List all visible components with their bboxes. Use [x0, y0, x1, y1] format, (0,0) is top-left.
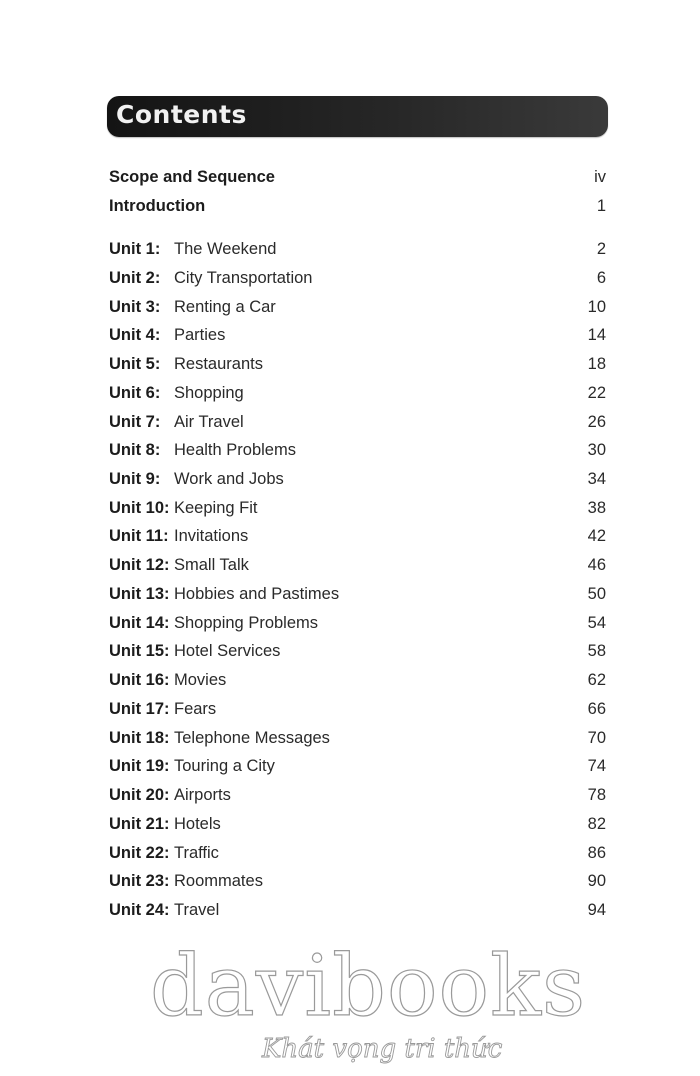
unit-label: Unit 13:: [109, 585, 170, 603]
toc-page-number: 38: [587, 499, 606, 517]
unit-title: City Transportation: [174, 269, 313, 287]
unit-title: Hotel Services: [174, 642, 281, 660]
toc-page-number: 30: [587, 441, 606, 459]
unit-title: Shopping: [174, 384, 244, 402]
toc-entry-label: Introduction: [109, 197, 206, 215]
toc-page-number: 10: [587, 298, 606, 316]
toc-entry-unit-6[interactable]: [109, 382, 606, 404]
toc-page-number: 54: [587, 614, 606, 632]
toc-page-number: 66: [587, 700, 606, 718]
unit-label: Unit 9:: [109, 470, 161, 488]
toc-page-number: iv: [594, 168, 606, 186]
toc-entry-introduction[interactable]: [109, 195, 606, 217]
unit-title: Hotels: [174, 815, 221, 833]
unit-label: Unit 11:: [109, 527, 169, 545]
toc-entry-unit-9[interactable]: [109, 468, 606, 490]
toc-page-number: 26: [587, 413, 606, 431]
toc-page-number: 82: [587, 815, 606, 833]
toc-page-number: 18: [587, 355, 606, 373]
toc-page-number: 94: [587, 901, 606, 919]
toc-page-number: 46: [587, 556, 606, 574]
toc-entry-label: Scope and Sequence: [109, 168, 275, 186]
toc-entry-unit-23[interactable]: [109, 870, 606, 892]
toc-entry-unit-5[interactable]: [109, 353, 606, 375]
unit-label: Unit 23:: [109, 872, 170, 890]
unit-title: Health Problems: [174, 441, 296, 459]
unit-label: Unit 5:: [109, 355, 161, 373]
unit-label: Unit 8:: [109, 441, 161, 459]
toc-entry-unit-12[interactable]: [109, 554, 606, 576]
unit-label: Unit 15:: [109, 642, 170, 660]
unit-label: Unit 6:: [109, 384, 161, 402]
unit-label: Unit 1:: [109, 240, 161, 258]
unit-title: Hobbies and Pastimes: [174, 585, 340, 603]
toc-page-number: 86: [587, 844, 606, 862]
toc-entry-unit-18[interactable]: [109, 727, 606, 749]
unit-title: Keeping Fit: [174, 499, 258, 517]
toc-page-number: 78: [587, 786, 606, 804]
toc-page-number: 6: [596, 269, 606, 287]
toc-entry-unit-19[interactable]: [109, 755, 606, 777]
unit-title: Air Travel: [174, 413, 244, 431]
toc-entry-unit-11[interactable]: [109, 525, 606, 547]
toc-entry-unit-22[interactable]: [109, 842, 606, 864]
unit-label: Unit 16:: [109, 671, 170, 689]
unit-label: Unit 21:: [109, 815, 170, 833]
unit-title: Shopping Problems: [174, 614, 319, 632]
unit-title: Touring a City: [174, 757, 275, 775]
unit-title: Movies: [174, 671, 227, 689]
unit-title: Work and Jobs: [174, 470, 284, 488]
unit-title: Traffic: [174, 844, 219, 862]
unit-title: Roommates: [174, 872, 263, 890]
toc-entry-unit-10[interactable]: [109, 497, 606, 519]
unit-label: Unit 22:: [109, 844, 170, 862]
toc-page-number: 74: [587, 757, 606, 775]
toc-entry-unit-17[interactable]: [109, 698, 606, 720]
unit-title: Telephone Messages: [174, 729, 330, 747]
unit-title: Small Talk: [174, 556, 249, 574]
toc-entry-unit-2[interactable]: [109, 267, 606, 289]
toc-entry-unit-7[interactable]: [109, 411, 606, 433]
toc-page-number: 2: [596, 240, 606, 258]
unit-title: Renting a Car: [174, 298, 276, 316]
contents-header-bar: [107, 96, 608, 137]
toc-page-number: 1: [596, 197, 606, 215]
unit-label: Unit 14:: [109, 614, 170, 632]
watermark-slogan: Khát vọng tri thức: [262, 1034, 503, 1064]
toc-page-number: 90: [587, 872, 606, 890]
toc-entry-unit-3[interactable]: [109, 296, 606, 318]
unit-title: Airports: [174, 786, 231, 804]
toc-page-number: 58: [587, 642, 606, 660]
toc-page-number: 42: [587, 527, 606, 545]
toc-entry-unit-24[interactable]: [109, 899, 606, 921]
toc-page-number: 22: [587, 384, 606, 402]
toc-entry-unit-1[interactable]: [109, 238, 606, 260]
toc-entry-unit-16[interactable]: [109, 669, 606, 691]
unit-label: Unit 3:: [109, 298, 161, 316]
page-title: Contents: [116, 100, 247, 129]
toc-page-number: 70: [587, 729, 606, 747]
toc-entry-unit-8[interactable]: [109, 439, 606, 461]
toc-entry-scope-and-sequence[interactable]: [109, 166, 606, 188]
unit-label: Unit 12:: [109, 556, 170, 574]
unit-label: Unit 20:: [109, 786, 170, 804]
unit-title: Fears: [174, 700, 217, 718]
toc-entry-unit-20[interactable]: [109, 784, 606, 806]
toc-entry-unit-4[interactable]: [109, 324, 606, 346]
toc-entry-unit-13[interactable]: [109, 583, 606, 605]
watermark: [150, 936, 587, 1076]
unit-label: Unit 10:: [109, 499, 170, 517]
unit-label: Unit 19:: [109, 757, 170, 775]
unit-label: Unit 2:: [109, 269, 161, 287]
unit-label: Unit 7:: [109, 413, 161, 431]
unit-title: The Weekend: [174, 240, 277, 258]
toc-entry-unit-14[interactable]: [109, 612, 606, 634]
unit-title: Restaurants: [174, 355, 263, 373]
toc-page-number: 50: [587, 585, 606, 603]
toc-entry-unit-21[interactable]: [109, 813, 606, 835]
toc-page-number: 34: [587, 470, 606, 488]
toc-entry-unit-15[interactable]: [109, 640, 606, 662]
toc-page-number: 14: [587, 326, 606, 344]
unit-label: Unit 17:: [109, 700, 170, 718]
toc-page-number: 62: [587, 671, 606, 689]
unit-title: Travel: [174, 901, 220, 919]
unit-label: Unit 4:: [109, 326, 161, 344]
unit-title: Invitations: [174, 527, 249, 545]
watermark-brand: davibooks: [150, 937, 587, 1035]
unit-label: Unit 24:: [109, 901, 170, 919]
unit-title: Parties: [174, 326, 226, 344]
unit-label: Unit 18:: [109, 729, 170, 747]
